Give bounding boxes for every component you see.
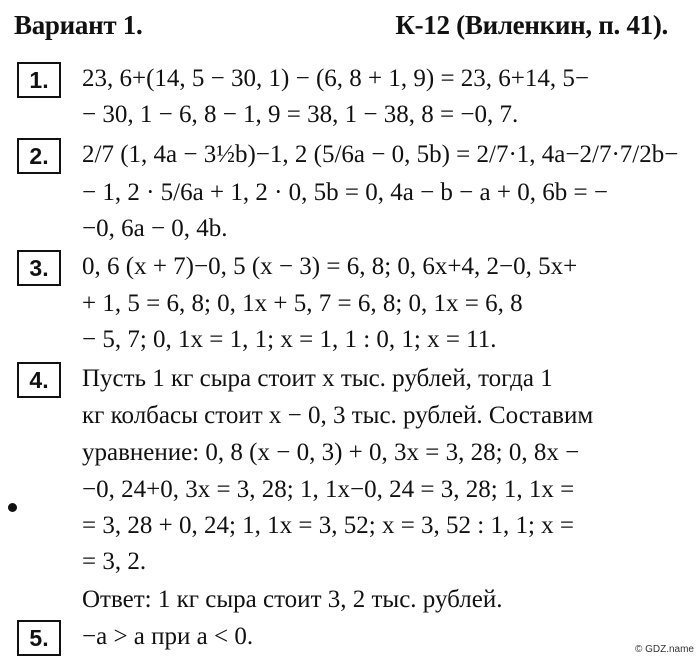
- task-3-line-1: 0, 6 (x + 7)−0, 5 (x − 3) = 6, 8; 0, 6x+4, 2−0, 5x+: [82, 253, 578, 280]
- task-3-line-3: − 5, 7; 0, 1x = 1, 1; x = 1, 1 : 0, 1; x = 11.: [82, 326, 497, 353]
- task-number-5: 5.: [17, 620, 61, 656]
- task-2-line-3: −0, 6a − 0, 4b.: [82, 215, 228, 242]
- task-4-line-6: = 3, 2.: [82, 548, 147, 575]
- test-code-title: К-12 (Виленкин, п. 41).: [395, 10, 668, 40]
- task-number-3: 3.: [17, 250, 61, 286]
- task-4-line-4: −0, 24+0, 3x = 3, 28; 1, 1x−0, 24 = 3, 28; 1, 1x =: [82, 476, 575, 503]
- task-5-line-1: −a > a при a < 0.: [82, 623, 254, 650]
- variant-title: Вариант 1.: [14, 10, 143, 40]
- task-number-1: 1.: [17, 62, 61, 98]
- task-2-line-2: − 1, 2 · 5/6a + 1, 2 · 0, 5b = 0, 4a − b − a + 0, 6b = −: [82, 179, 608, 206]
- task-4-line-2: кг колбасы стоит x − 0, 3 тыс. рублей. Составим: [82, 402, 594, 429]
- task-4-line-1: Пусть 1 кг сыра стоит x тыс. рублей, тогда 1: [82, 365, 553, 392]
- task-number-4: 4.: [17, 362, 61, 398]
- task-number-2: 2.: [17, 138, 61, 174]
- stray-dot: [8, 503, 17, 512]
- task-2-line-1: 2/7 (1, 4a − 3½b)−1, 2 (5/6a − 0, 5b) = 2/7·1, 4a−2/7·7/2b−: [82, 141, 679, 168]
- task-4-answer: Ответ: 1 кг сыра стоит 3, 2 тыс. рублей.: [82, 586, 503, 613]
- task-3-line-2: + 1, 5 = 6, 8; 0, 1x + 5, 7 = 6, 8; 0, 1x = 6, 8: [82, 290, 523, 317]
- task-4-line-5: = 3, 28 + 0, 24; 1, 1x = 3, 52; x = 3, 52 : 1, 1; x =: [82, 512, 575, 539]
- task-4-line-3: уравнение: 0, 8 (x − 0, 3) + 0, 3x = 3, 28; 0, 8x −: [82, 439, 580, 466]
- task-1-line-1: 23, 6+(14, 5 − 30, 1) − (6, 8 + 1, 9) = 23, 6+14, 5−: [82, 65, 589, 92]
- task-1-line-2: − 30, 1 − 6, 8 − 1, 9 = 38, 1 − 38, 8 = −0, 7.: [82, 101, 519, 128]
- watermark-text: © GDZ.name: [634, 644, 694, 655]
